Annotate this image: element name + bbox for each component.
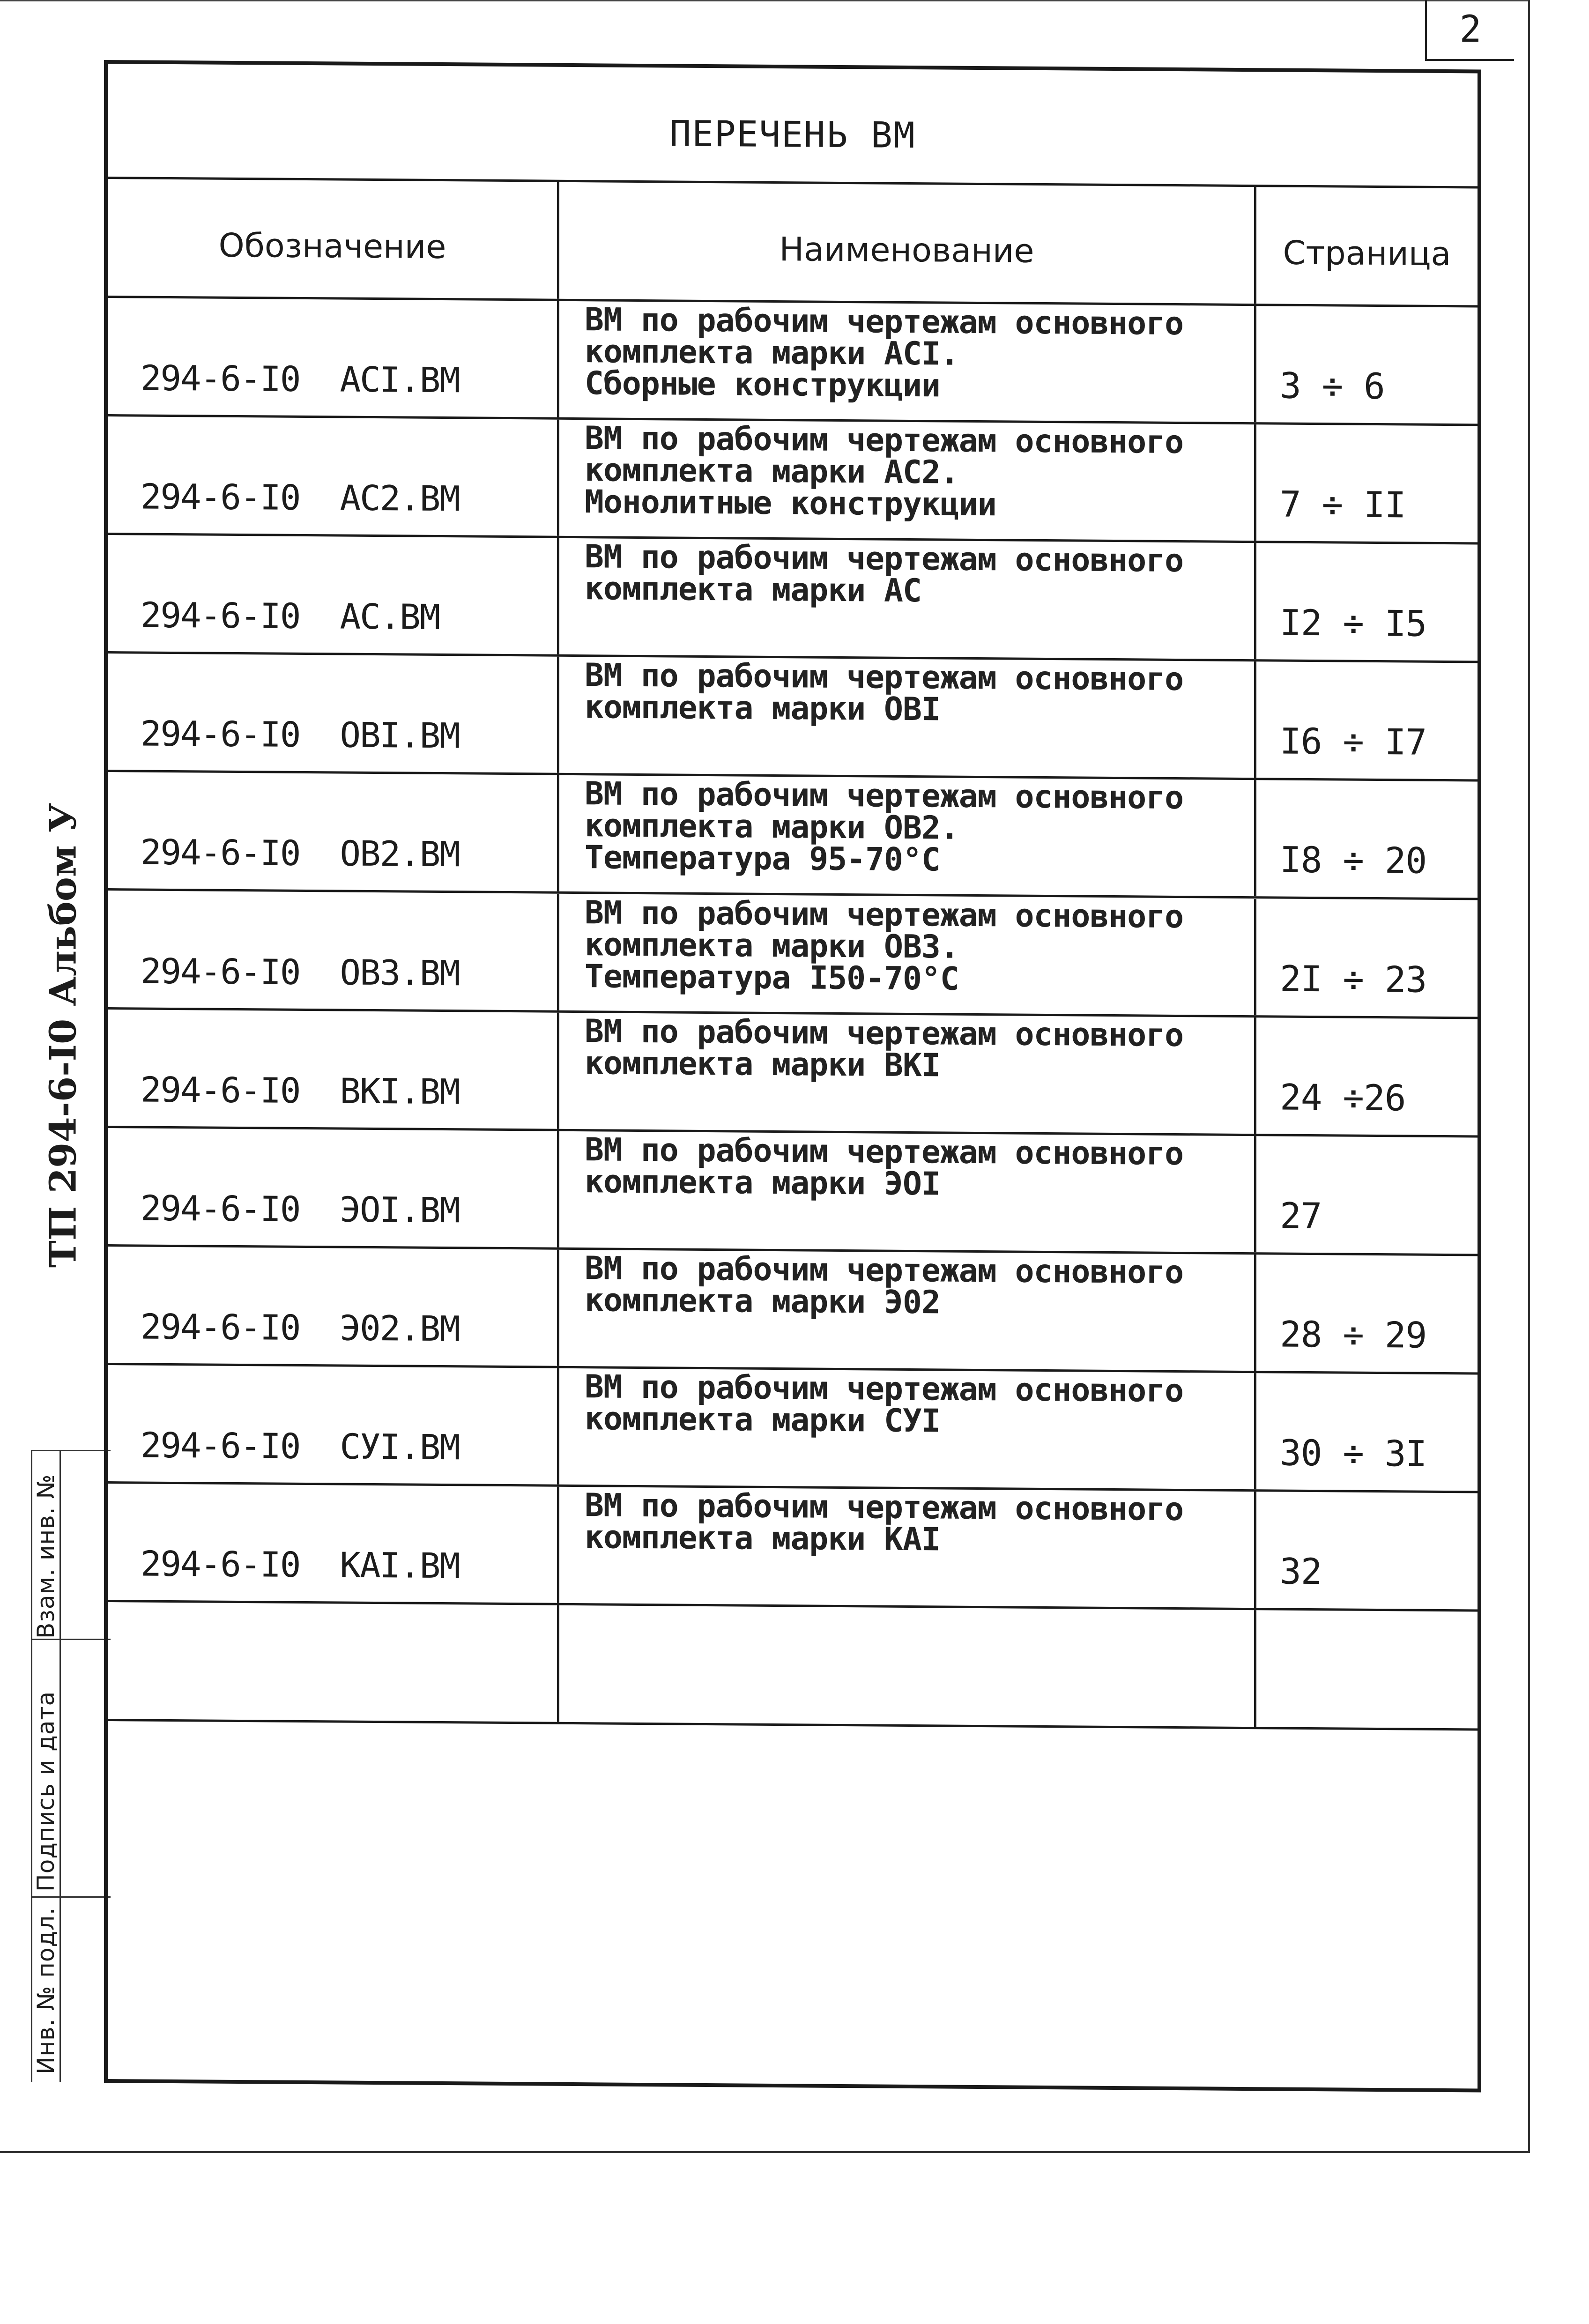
- page-range: 7 ÷ II: [1280, 483, 1406, 526]
- designation-cell: [108, 416, 559, 536]
- table-row: [108, 1365, 1478, 1493]
- table-header: [108, 179, 1478, 307]
- name-line: [585, 1553, 1249, 1590]
- header-designation: Обозначение: [108, 179, 559, 299]
- table-row: [108, 416, 1478, 545]
- name-line: ВМ по рабочим чертежам основного: [585, 1487, 1184, 1529]
- designation-code: 294-6-I0 CУI.BM: [141, 1425, 460, 1468]
- page-cell: [1256, 1492, 1478, 1609]
- empty-cell: [559, 1605, 1256, 1727]
- name-text: [585, 1249, 1249, 1353]
- table-row: [108, 1010, 1478, 1138]
- album-side-title-text: ТП 294-6-I0 Альбом У: [42, 802, 85, 1268]
- page-range: I8 ÷ 20: [1280, 839, 1427, 882]
- name-line: комплекта марки ЭOI: [585, 1163, 940, 1203]
- name-line: комплекта марки OB3.: [585, 926, 959, 966]
- designation-code: 294-6-I0 Э02.BM: [141, 1307, 460, 1350]
- name-line: комплекта марки KAI: [585, 1519, 940, 1559]
- name-text: [585, 301, 1249, 405]
- name-cell: [559, 775, 1256, 896]
- name-cell: [559, 1131, 1256, 1252]
- name-text: [585, 894, 1249, 998]
- outer-bottom-rule: [0, 2151, 1530, 2153]
- page-range: 27: [1280, 1195, 1322, 1237]
- stamp-vzam: Взам. инв. №: [32, 1474, 59, 1639]
- empty-cell: [1256, 1610, 1478, 1728]
- name-cell: [559, 657, 1256, 778]
- stamp-sign-date: Подпись и дата: [32, 1691, 59, 1892]
- designation-cell: [108, 535, 559, 654]
- name-line: ВМ по рабочим чертежам основного: [585, 894, 1184, 936]
- name-line: ВМ по рабочим чертежам основного: [585, 657, 1184, 698]
- name-line: комплекта марки OB2.: [585, 807, 959, 847]
- designation-cell: [108, 1010, 559, 1129]
- page-cell: [1256, 1017, 1478, 1135]
- page-range: 28 ÷ 29: [1280, 1313, 1427, 1356]
- stamp-divider: [32, 1896, 111, 1898]
- name-cell: [559, 1250, 1256, 1371]
- page-range: 2I ÷ 23: [1280, 958, 1427, 1001]
- name-line: [585, 605, 1249, 641]
- page-cell: [1256, 780, 1478, 898]
- name-cell: [559, 538, 1256, 659]
- name-line: ВМ по рабочим чертежам основного: [585, 1012, 1184, 1054]
- designation-code: 294-6-I0 ACI.BM: [141, 358, 460, 401]
- page-range: I2 ÷ I5: [1280, 601, 1427, 645]
- name-text: [585, 775, 1249, 879]
- page-cell: [1256, 1136, 1478, 1254]
- name-line: ВМ по рабочим чертежам основного: [585, 775, 1184, 817]
- designation-cell: [108, 298, 559, 417]
- name-line: [585, 1435, 1249, 1471]
- designation-code: 294-6-I0 AC2.BM: [141, 476, 460, 520]
- name-cell: [559, 1487, 1256, 1608]
- name-line: комплекта марки АС: [585, 570, 921, 610]
- table-row: [108, 653, 1478, 782]
- name-line: ВМ по рабочим чертежам основного: [585, 420, 1184, 461]
- header-page: Страница: [1283, 233, 1451, 273]
- designation-cell: [108, 1247, 559, 1366]
- page-number: 2: [1425, 0, 1514, 61]
- name-line: комплекта марки OBI: [585, 689, 940, 728]
- empty-row: [108, 1602, 1478, 1730]
- stamp-vertical-rule: [59, 1451, 61, 2082]
- page-range: 24 ÷26: [1280, 1076, 1406, 1119]
- name-line: [585, 1198, 1249, 1234]
- name-cell: [559, 1012, 1256, 1133]
- table-row: [108, 1247, 1478, 1375]
- table-row: [108, 535, 1478, 663]
- name-text: [585, 1012, 1249, 1116]
- page-cell: [1256, 899, 1478, 1017]
- page-range: 32: [1280, 1550, 1322, 1593]
- designation-cell: [108, 891, 559, 1010]
- table-row: [108, 772, 1478, 900]
- page-range: 3 ÷ 6: [1280, 364, 1385, 408]
- margin-stamp: [31, 1450, 111, 2082]
- name-text: [585, 657, 1249, 760]
- header-name: Наименование: [559, 182, 1256, 304]
- designation-cell: [108, 1128, 559, 1247]
- name-cell: [559, 301, 1256, 422]
- name-line: комплекта марки CУI: [585, 1400, 940, 1440]
- name-line: Сборные конструкции: [585, 365, 940, 405]
- name-line: комплекта марки AC2.: [585, 452, 959, 491]
- page-cell: [1256, 424, 1478, 542]
- designation-code: 294-6-I0 ЭOI.BM: [141, 1188, 460, 1231]
- name-text: [585, 1487, 1249, 1590]
- name-line: ВМ по рабочим чертежам основного: [585, 301, 1184, 343]
- page-cell: [1256, 1373, 1478, 1491]
- table-row: [108, 298, 1478, 426]
- table-row: [108, 1484, 1478, 1612]
- name-line: [585, 1316, 1249, 1353]
- stamp-divider: [32, 1639, 111, 1640]
- designation-code: 294-6-I0 OB3.BM: [141, 951, 460, 994]
- page-cell: [1256, 543, 1478, 661]
- name-line: ВМ по рабочим чертежам основного: [585, 1249, 1184, 1291]
- stamp-inv-orig: Инв. № подл.: [32, 1907, 59, 2074]
- name-text: [585, 420, 1249, 524]
- table-row: [108, 1128, 1478, 1256]
- designation-cell: [108, 1365, 559, 1485]
- name-text: [585, 1368, 1249, 1471]
- album-side-title: [42, 802, 85, 1268]
- table-row: [108, 891, 1478, 1019]
- name-line: ВМ по рабочим чертежам основного: [585, 538, 1184, 580]
- designation-code: 294-6-I0 OB2.BM: [141, 832, 460, 875]
- name-line: [585, 1079, 1249, 1116]
- designation-code: 294-6-I0 AC.BM: [141, 595, 440, 638]
- name-line: комплекта марки ACI.: [585, 333, 959, 373]
- designation-code: 294-6-I0 KAI.BM: [141, 1544, 460, 1587]
- designation-code: 294-6-I0 OBI.BM: [141, 713, 460, 757]
- page-range: I6 ÷ I7: [1280, 720, 1427, 764]
- outer-right-rule: [1528, 0, 1530, 2151]
- page-title: ПЕРЕЧЕНЬ ВМ: [108, 64, 1478, 188]
- name-cell: [559, 420, 1256, 541]
- page-cell: [1256, 661, 1478, 779]
- document-frame: [104, 60, 1481, 2093]
- page-cell: [1256, 1255, 1478, 1372]
- designation-cell: [108, 1484, 559, 1603]
- designation-cell: [108, 653, 559, 773]
- name-line: Температура I50-70°C: [585, 958, 959, 998]
- name-line: ВМ по рабочим чертежам основного: [585, 1131, 1184, 1173]
- designation-code: 294-6-I0 BKI.BM: [141, 1069, 460, 1112]
- name-cell: [559, 1368, 1256, 1489]
- name-line: комплекта марки Э02: [585, 1281, 940, 1322]
- name-line: Монолитные конструкции: [585, 483, 996, 524]
- name-text: [585, 1131, 1249, 1234]
- empty-cell: [108, 1602, 559, 1722]
- designation-cell: [108, 772, 559, 891]
- name-line: ВМ по рабочим чертежам основного: [585, 1368, 1184, 1410]
- name-line: [585, 723, 1249, 760]
- page-range: 30 ÷ 3I: [1280, 1432, 1427, 1475]
- name-line: Температура 95-70°C: [585, 839, 940, 879]
- name-cell: [559, 894, 1256, 1015]
- name-line: комплекта марки BKI: [585, 1044, 940, 1084]
- top-rule: [0, 0, 1528, 1]
- name-text: [585, 538, 1249, 641]
- page-cell: [1256, 306, 1478, 423]
